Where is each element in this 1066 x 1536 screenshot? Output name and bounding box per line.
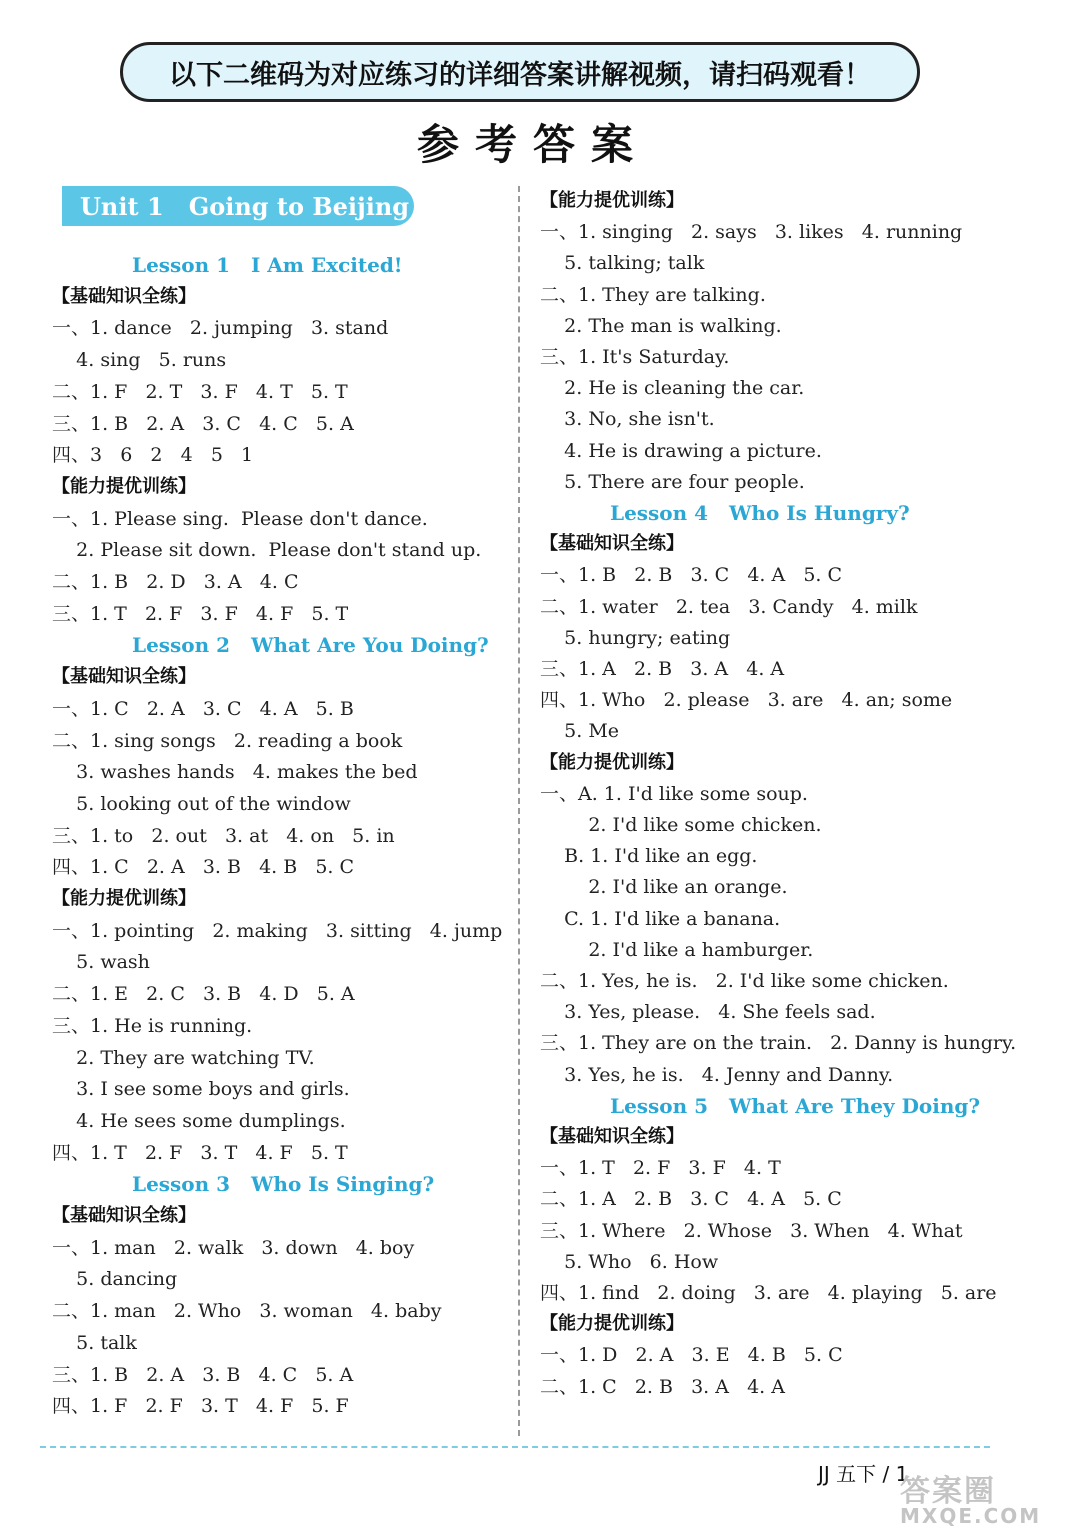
right-lesson-line: Lesson 5 What Are They Doing?	[610, 1093, 981, 1118]
right-answer-line: 3. Yes, please. 4. She feels sad.	[540, 1001, 876, 1024]
unit-title: Unit 1 Going to Beijing	[80, 191, 410, 221]
left-answer-line: 四、3 6 2 4 5 1	[52, 444, 254, 467]
unit-heading	[62, 186, 414, 226]
left-answer-line: 3. washes hands 4. makes the bed	[52, 761, 418, 784]
right-answer-line: 二、1. They are talking.	[540, 283, 766, 306]
left-section-line: 【能力提优训练】	[52, 475, 196, 497]
left-answer-line: 三、1. B 2. A 3. B 4. C 5. A	[52, 1363, 354, 1386]
right-answer-line: 4. He is drawing a picture.	[540, 439, 822, 462]
left-answer-line: 5. looking out of the window	[52, 792, 351, 815]
watermark-text: 答案圈	[900, 1474, 996, 1509]
left-answer-line: 5. dancing	[52, 1268, 178, 1291]
right-answer-line: 2. He is cleaning the car.	[540, 377, 805, 400]
right-section-line: 【能力提优训练】	[540, 190, 684, 211]
left-answer-line: 三、1. He is running.	[52, 1014, 253, 1037]
page-title: 参考答案	[416, 120, 649, 169]
right-answer-line: 二、1. water 2. tea 3. Candy 4. milk	[540, 595, 918, 618]
right-answer-line: 三、1. Where 2. Whose 3. When 4. What	[540, 1219, 963, 1242]
right-answer-line: 一、1. B 2. B 3. C 4. A 5. C	[540, 564, 843, 587]
banner-text: 以下二维码为对应练习的详细答案讲解视频，请扫码观看！	[169, 59, 871, 91]
left-answer-line: 5. talk	[52, 1331, 137, 1354]
left-lesson-line: Lesson 2 What Are You Doing?	[132, 633, 489, 658]
right-answer-line: C. 1. I'd like a banana.	[540, 907, 781, 930]
left-answer-line: 四、1. T 2. F 3. T 4. F 5. T	[52, 1141, 348, 1164]
left-answer-line: 一、1. C 2. A 3. C 4. A 5. B	[52, 697, 354, 720]
right-answer-line: 5. Who 6. How	[540, 1250, 719, 1273]
left-answer-line: 三、1. T 2. F 3. F 4. F 5. T	[52, 602, 349, 625]
right-answer-line: 二、1. A 2. B 3. C 4. A 5. C	[540, 1188, 842, 1211]
right-answer-line: 三、1. It's Saturday.	[540, 346, 730, 368]
right-section-line: 【基础知识全练】	[540, 533, 684, 555]
right-answer-line: 2. The man is walking.	[540, 314, 782, 337]
right-answer-line: B. 1. I'd like an egg.	[540, 845, 758, 868]
right-answer-line: 2. I'd like some chicken.	[540, 814, 822, 836]
watermark-url: MXQE.COM	[900, 1504, 1042, 1528]
right-lesson-line: Lesson 4 Who Is Hungry?	[610, 501, 910, 525]
left-answer-line: 二、1. E 2. C 3. B 4. D 5. A	[52, 983, 355, 1006]
right-answer-line: 一、1. T 2. F 3. F 4. T	[540, 1157, 781, 1180]
right-answer-line: 二、1. Yes, he is. 2. I'd like some chicken.	[540, 970, 949, 992]
left-answer-line: 四、1. F 2. F 3. T 4. F 5. F	[52, 1395, 349, 1418]
right-answer-line: 一、1. D 2. A 3. E 4. B 5. C	[540, 1344, 843, 1367]
left-answer-line: 4. He sees some dumplings.	[52, 1109, 346, 1132]
right-answer-line: 一、1. singing 2. says 3. likes 4. running	[540, 221, 963, 244]
right-answer-line: 三、1. They are on the train. 2. Danny is hungry.	[540, 1032, 1017, 1055]
left-section-line: 【基础知识全练】	[52, 285, 196, 307]
column-divider	[518, 186, 520, 1436]
watermark-logo	[900, 1466, 1060, 1530]
right-answer-line: 三、1. A 2. B 3. A 4. A	[540, 658, 785, 680]
right-answer-line: 3. Yes, he is. 4. Jenny and Danny.	[540, 1063, 894, 1086]
left-section-line: 【基础知识全练】	[52, 1205, 196, 1226]
left-answer-line: 2. Please sit down. Please don't stand up.	[52, 539, 482, 562]
left-section-line: 【能力提优训练】	[52, 888, 196, 909]
right-answer-line: 5. talking; talk	[540, 252, 705, 275]
right-answer-line: 5. There are four people.	[540, 470, 805, 493]
right-answer-line: 一、A. 1. I'd like some soup.	[540, 782, 808, 805]
right-answer-line: 3. No, she isn't.	[540, 408, 715, 431]
right-answer-line: 四、1. find 2. doing 3. are 4. playing 5. are	[540, 1282, 997, 1304]
left-answer-line: 二、1. man 2. Who 3. woman 4. baby	[52, 1300, 442, 1323]
left-answer-line: 二、1. F 2. T 3. F 4. T 5. T	[52, 380, 348, 403]
right-answer-line: 5. hungry; eating	[540, 626, 731, 649]
left-answer-line: 四、1. C 2. A 3. B 4. B 5. C	[52, 856, 355, 879]
left-answer-line: 一、1. man 2. walk 3. down 4. boy	[52, 1236, 415, 1259]
page-footer: JJ 五下 / 1	[818, 1462, 909, 1486]
right-section-line: 【能力提优训练】	[540, 1313, 684, 1335]
left-answer-line: 一、1. pointing 2. making 3. sitting 4. jump	[52, 919, 503, 942]
left-section-line: 【基础知识全练】	[52, 666, 196, 688]
left-answer-line: 4. sing 5. runs	[52, 349, 227, 372]
left-answer-line: 5. wash	[52, 951, 150, 974]
right-section-line: 【基础知识全练】	[540, 1126, 684, 1147]
right-answer-line: 二、1. C 2. B 3. A 4. A	[540, 1375, 785, 1398]
right-answer-line: 2. I'd like an orange.	[540, 876, 788, 899]
left-lesson-line: Lesson 3 Who Is Singing?	[132, 1172, 435, 1197]
left-answer-line: 三、1. B 2. A 3. C 4. C 5. A	[52, 412, 354, 435]
video-banner	[120, 42, 920, 102]
left-lesson-line: Lesson 1 I Am Excited!	[132, 253, 403, 277]
right-answer-line: 2. I'd like a hamburger.	[540, 938, 814, 961]
left-answer-line: 2. They are watching TV.	[52, 1046, 315, 1069]
left-answer-line: 三、1. to 2. out 3. at 4. on 5. in	[52, 824, 395, 847]
right-answer-line: 四、1. Who 2. please 3. are 4. an; some	[540, 689, 953, 712]
left-answer-line: 二、1. B 2. D 3. A 4. C	[52, 571, 299, 593]
right-answer-line: 5. Me	[540, 720, 620, 743]
left-answer-line: 3. I see some boys and girls.	[52, 1078, 350, 1101]
right-section-line: 【能力提优训练】	[540, 751, 684, 773]
left-answer-line: 一、1. dance 2. jumping 3. stand	[52, 317, 389, 340]
left-answer-line: 一、1. Please sing. Please don't dance.	[52, 507, 428, 530]
bottom-divider	[40, 1446, 990, 1448]
left-answer-line: 二、1. sing songs 2. reading a book	[52, 729, 403, 752]
